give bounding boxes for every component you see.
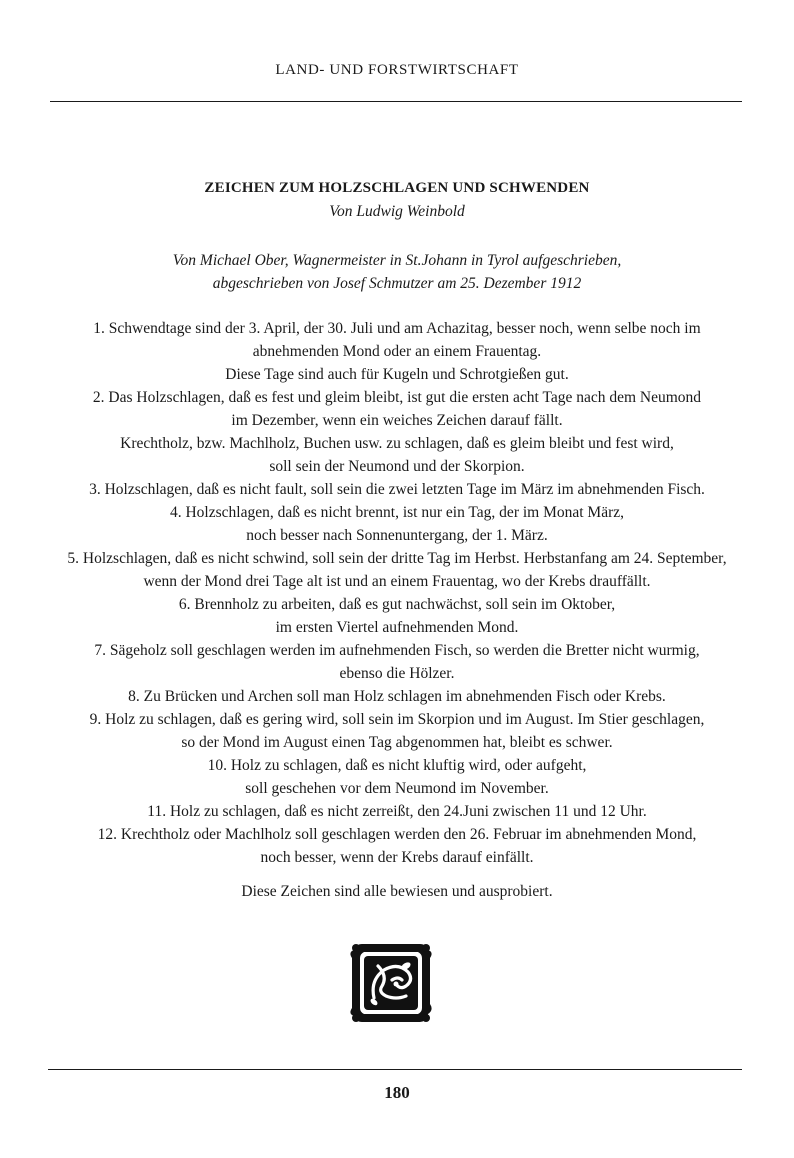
article-author: Von Ludwig Weinbold [329,203,465,220]
source-line: abgeschrieben von Josef Schmutzer am 25. Dezember 1912 [212,275,582,292]
running-header: LAND- UND FORSTWIRTSCHAFT [275,62,519,78]
source-note [0,249,794,295]
body-line: 6. Brennholz zu arbeiten, daß es gut nachwächst, soll sein im Oktober, [178,596,616,613]
body-line: 3. Holzschlagen, daß es nicht fault, soll sein die zwei letzten Tage im März im abnehmenden Fisch. [89,481,705,498]
body-line: Diese Tage sind auch für Kugeln und Schrotgießen gut. [225,366,569,383]
body-line: noch besser, wenn der Krebs darauf einfällt. [260,849,534,866]
body-line: 7. Sägeholz soll geschlagen werden im aufnehmenden Fisch, so werden die Bretter nicht wurmig, [94,642,700,659]
vignette-ornament-icon [348,940,434,1026]
body-line: Krechtholz, bzw. Machlholz, Buchen usw. zu schlagen, daß es gleim bleibt und fest wird, [120,435,674,452]
body-line: 9. Holz zu schlagen, daß es gering wird, soll sein im Skorpion und im August. Im Stier geschlagen, [89,711,705,728]
footer-rule [48,1069,742,1070]
body-line: im ersten Viertel aufnehmenden Mond. [275,619,519,636]
page-number: 180 [384,1083,410,1102]
body-line: im Dezember, wenn ein weiches Zeichen darauf fällt. [231,412,563,429]
paragraph-gap [0,869,794,880]
body-line: so der Mond im August einen Tag abgenommen hat, bleibt es schwer. [181,734,613,751]
body-line: 1. Schwendtage sind der 3. April, der 30. Juli und am Achazitag, besser noch, wenn selbe noch im [93,320,701,337]
body-line: 10. Holz zu schlagen, daß es nicht kluftig wird, oder aufgeht, [207,757,587,774]
body-line: soll geschehen vor dem Neumond im November. [245,780,549,797]
body-line: 4. Holzschlagen, daß es nicht brennt, ist nur ein Tag, der im Monat März, [169,504,625,521]
body-line: 11. Holz zu schlagen, daß es nicht zerreißt, den 24.Juni zwischen 11 und 12 Uhr. [147,803,647,820]
body-line: 12. Krechtholz oder Machlholz soll geschlagen werden den 26. Februar im abnehmenden Mond, [97,826,697,843]
article-title: ZEICHEN ZUM HOLZSCHLAGEN UND SCHWENDEN [204,180,590,196]
body-line: abnehmenden Mond oder an einem Frauentag. [252,343,542,360]
body-line: 2. Das Holzschlagen, daß es fest und gleim bleibt, ist gut die ersten acht Tage nach dem Neumond [92,389,702,406]
body-line: 5. Holzschlagen, daß es nicht schwind, soll sein der dritte Tag im Herbst. Herbstanfang am 24. September, [67,550,727,567]
body-line: soll sein der Neumond und der Skorpion. [269,458,525,475]
body-line: noch besser nach Sonnenuntergang, der 1. März. [246,527,548,544]
body-line: ebenso die Hölzer. [339,665,455,682]
closing-line: Diese Zeichen sind alle bewiesen und ausprobiert. [241,883,553,900]
header-rule [50,101,742,102]
body-line: wenn der Mond drei Tage alt ist und an einem Frauentag, wo der Krebs drauffällt. [143,573,651,590]
source-line: Von Michael Ober, Wagnermeister in St.Johann in Tyrol aufgeschrieben, [172,252,622,269]
body-line: 8. Zu Brücken und Archen soll man Holz schlagen im abnehmenden Fisch oder Krebs. [128,688,666,705]
article-body [0,317,794,903]
